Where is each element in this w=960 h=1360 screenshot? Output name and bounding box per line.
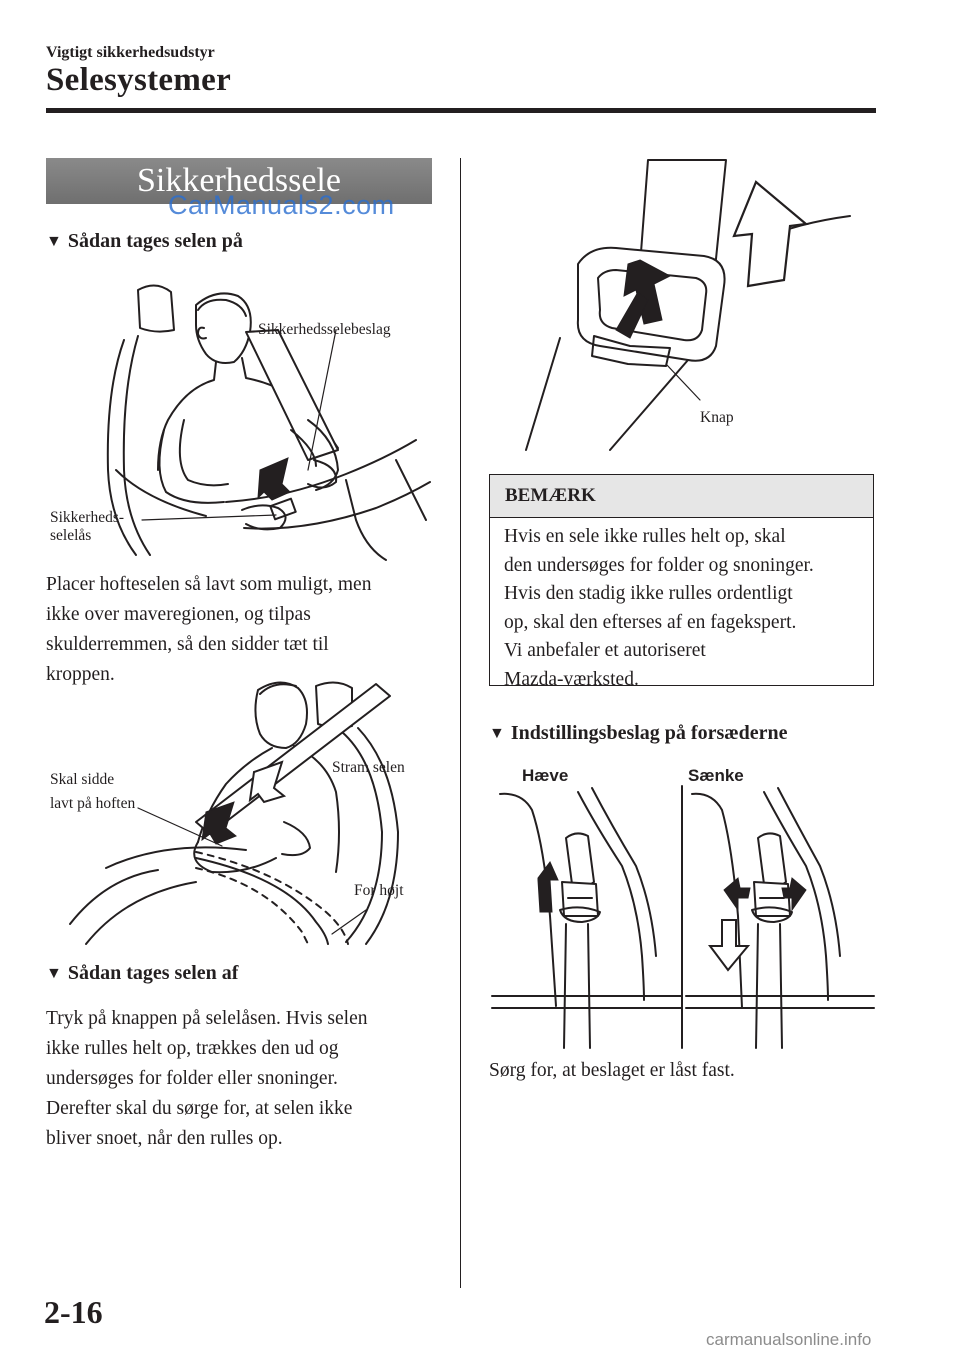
footer-site-text: carmanualsonline.info — [706, 1330, 872, 1349]
figure-buckle-release — [520, 160, 850, 450]
label-lower: Sænke — [688, 766, 744, 785]
triangle-bullet-icon: ▼ — [489, 725, 505, 742]
note-heading: BEMÆRK — [490, 475, 873, 518]
triangle-bullet-icon: ▼ — [46, 965, 62, 982]
label-too-high: For højt — [354, 882, 404, 899]
label-low-line2: lavt på hoften — [50, 795, 136, 812]
label-button: Knap — [700, 409, 734, 426]
heading-anchor — [489, 722, 788, 745]
label-buckle-line1: Sikkerheds- — [50, 509, 125, 526]
label-low-line1: Skal sidde — [50, 771, 115, 788]
text-line: ikke rulles helt op, trækkes den ud og — [46, 1038, 339, 1059]
triangle-bullet-icon: ▼ — [46, 233, 62, 250]
heading-unfasten — [46, 962, 238, 985]
heading-anchor-text: Indstillingsbeslag på forsæderne — [510, 722, 788, 744]
text-line: kroppen. — [46, 664, 115, 685]
text-line: undersøges for folder eller snoninger. — [46, 1068, 338, 1089]
note-box — [489, 474, 874, 690]
text-line: Tryk på knappen på selelåsen. Hvis selen — [46, 1008, 368, 1029]
label-raise: Hæve — [522, 766, 569, 785]
text-line: ikke over maveregionen, og tilpas — [46, 604, 311, 625]
watermark-text: CarManuals2.com — [168, 190, 395, 220]
figure-anchor-adjust — [492, 786, 874, 1048]
text-line: skulderremmen, så den sidder tæt til — [46, 634, 329, 655]
header-rule — [46, 108, 876, 113]
paragraph-unfasten — [46, 1004, 368, 1154]
paragraph-anchor: Sørg for, at beslaget er låst fast. — [489, 1060, 735, 1081]
text-line: Derefter skal du sørge for, at selen ikke — [46, 1098, 353, 1119]
label-bracket: Sikkerhedsselebeslag — [258, 321, 391, 338]
column-divider — [460, 158, 461, 1288]
text-line: Placer hofteselen så lavt som muligt, men — [46, 574, 372, 595]
label-tighten: Stram selen — [332, 759, 405, 776]
section-banner: Sikkerhedssele — [46, 158, 432, 204]
heading-fasten — [46, 230, 243, 253]
heading-fasten-text: Sådan tages selen på — [67, 230, 243, 252]
page-title: Selesystemer — [46, 62, 232, 98]
page-number: 2-16 — [44, 1294, 103, 1330]
heading-unfasten-text: Sådan tages selen af — [67, 962, 239, 984]
header-section-label: Vigtigt sikkerhedsudstyr — [46, 44, 215, 61]
text-line: bliver snoet, når den rulles op. — [46, 1128, 283, 1149]
label-buckle-line2: selelås — [50, 527, 92, 544]
note-text: Hvis en sele ikke rulles helt op, skal den undersøges for folder og snoninger. Hvis den stadig ikke rulles ordentligt op, skal den efterses af en fagekspert. Vi anbefaler et autoriseret Mazda-værksted. — [504, 526, 814, 690]
